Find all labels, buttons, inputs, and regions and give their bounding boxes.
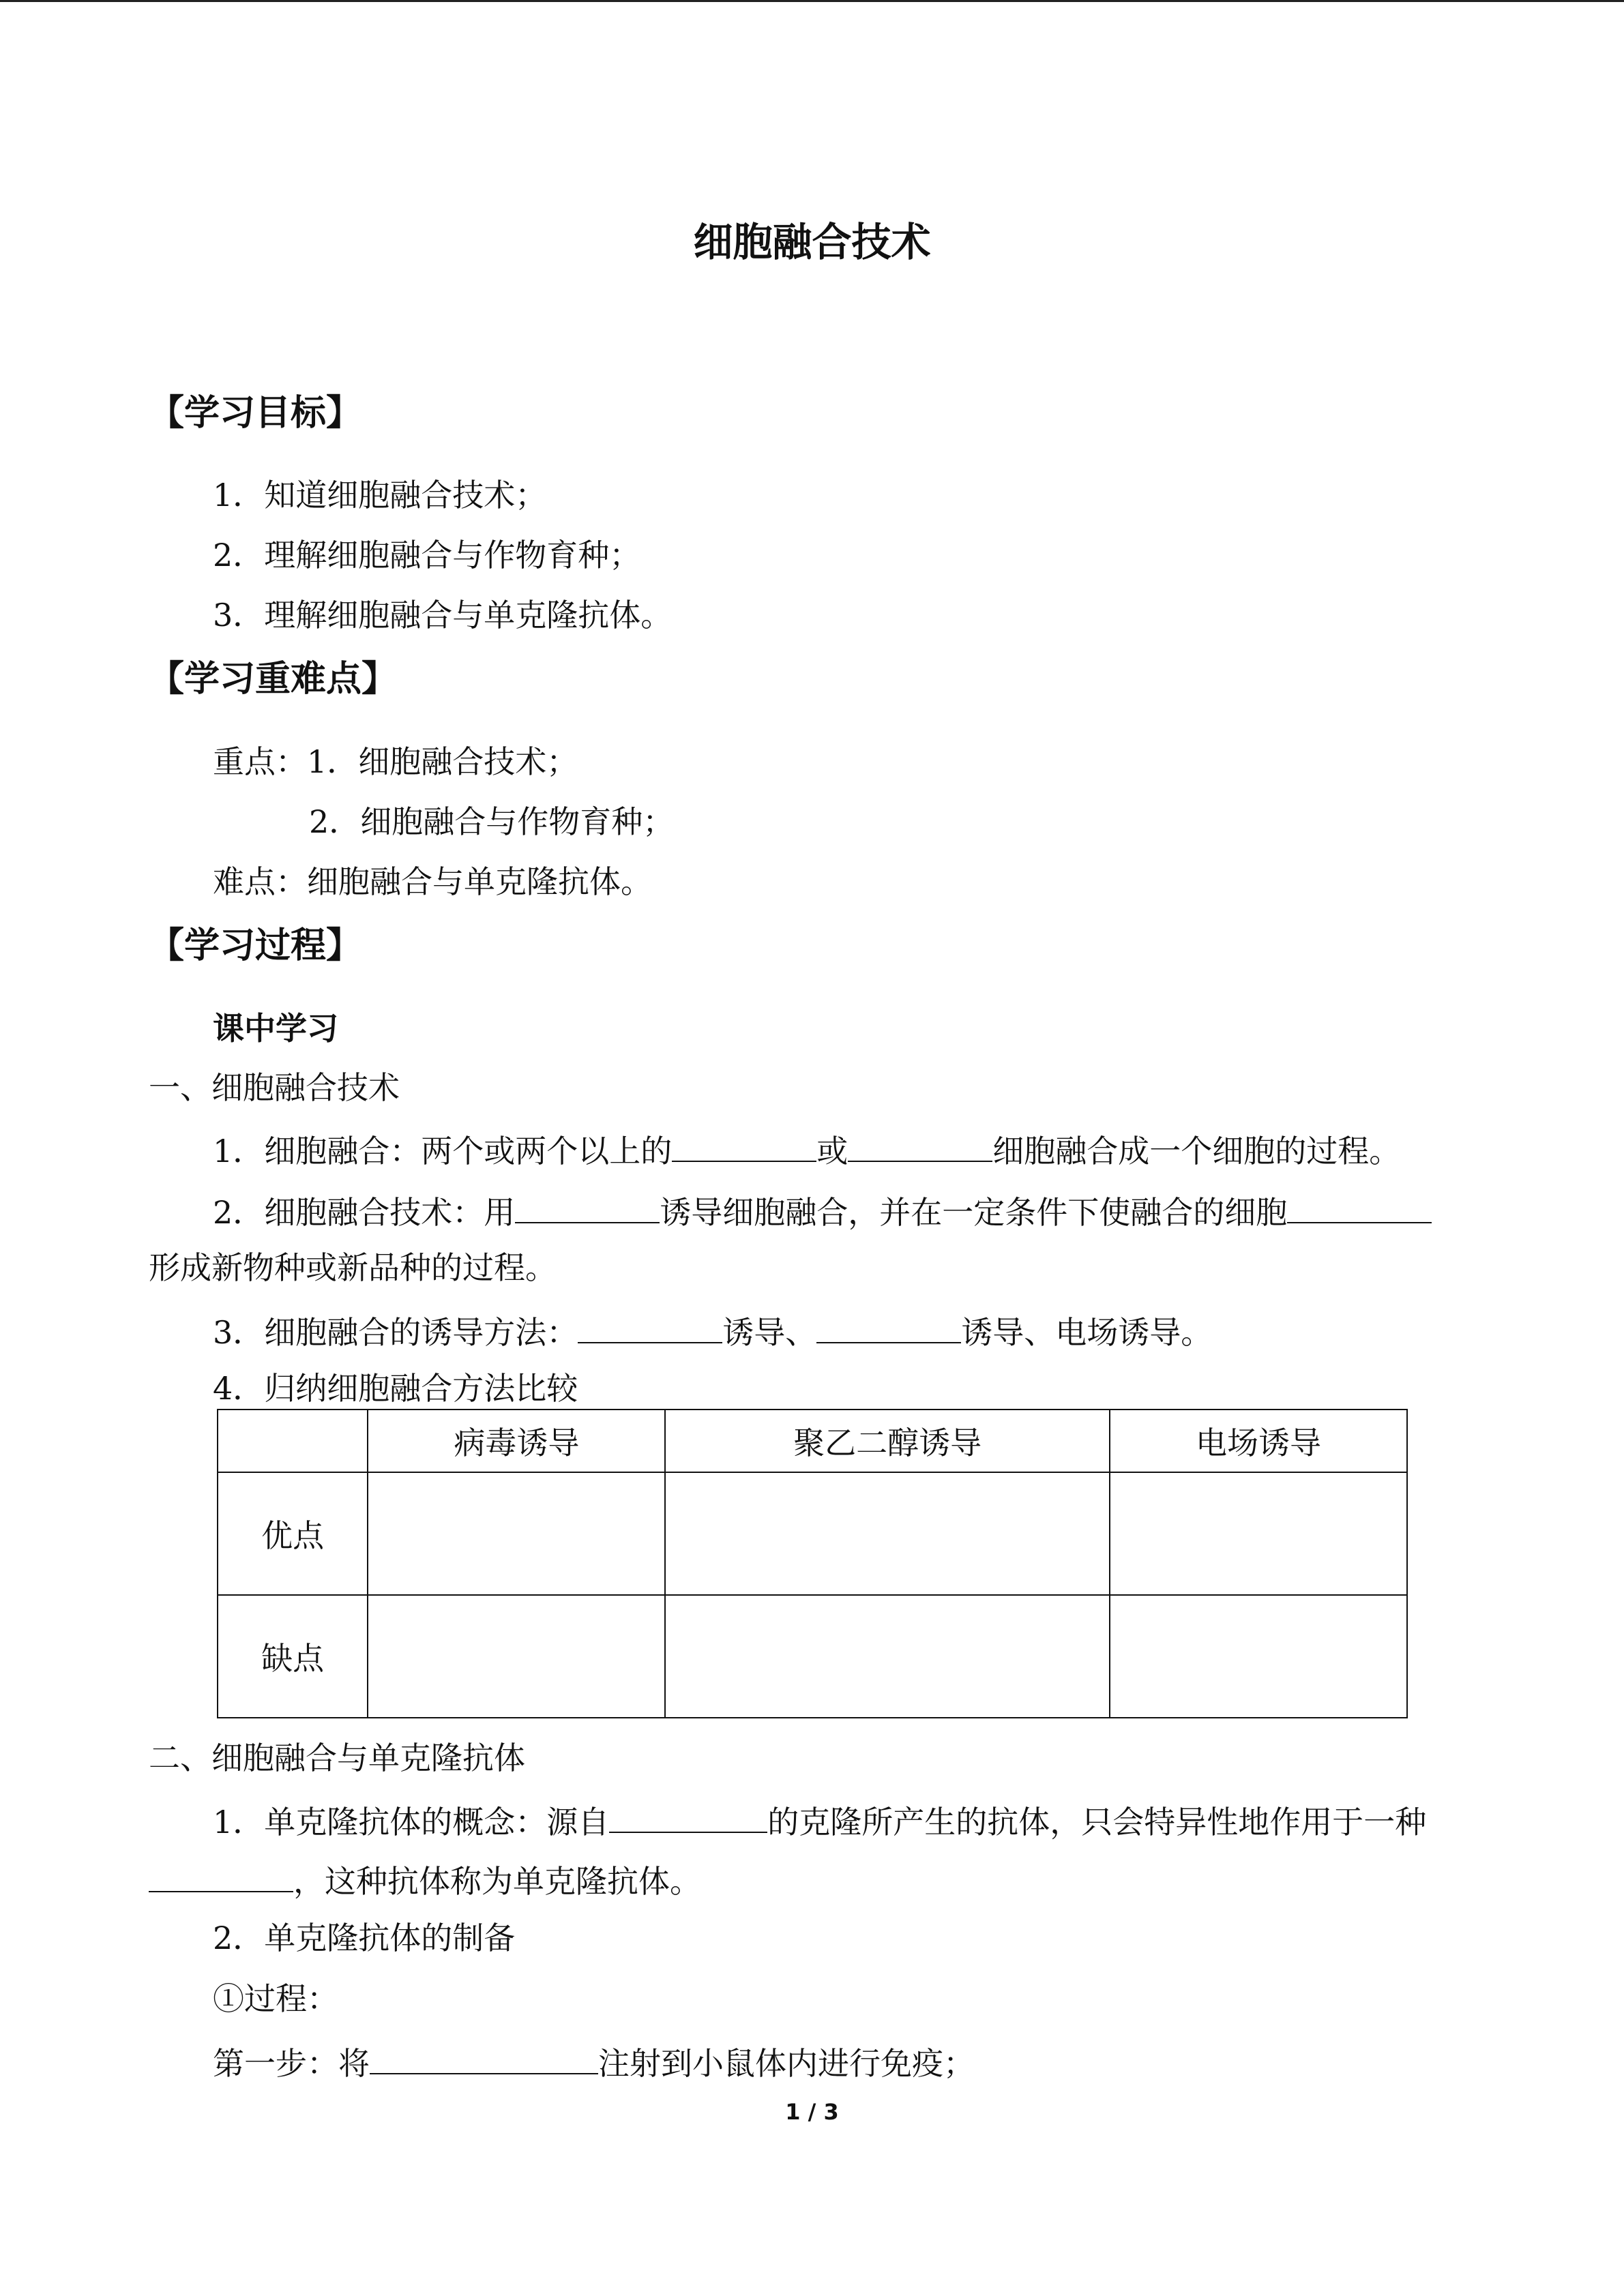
part2-question-2: 2．单克隆抗体的制备	[213, 1920, 516, 1956]
step1-text-a: 第一步：将	[213, 2045, 370, 2082]
answer-cell[interactable]	[1110, 1472, 1407, 1595]
q1-text-c: 细胞融合成一个细胞的过程。	[992, 1133, 1401, 1169]
answer-blank[interactable]	[149, 1857, 293, 1892]
part2-process-label: ①过程：	[213, 1980, 338, 2017]
answer-blank[interactable]	[578, 1308, 722, 1343]
part2-step-1	[213, 2039, 975, 2084]
part2-title: 二、细胞融合与单克隆抗体	[149, 1740, 525, 1776]
part1-question-2-cont: 形成新物种或新品种的过程。	[149, 1249, 557, 1286]
row-label-cell: 缺点	[218, 1595, 368, 1718]
answer-cell[interactable]	[1110, 1595, 1407, 1718]
answer-cell[interactable]	[665, 1472, 1110, 1595]
table-row	[218, 1595, 1407, 1718]
table-header-cell: 电场诱导	[1110, 1410, 1407, 1472]
answer-blank[interactable]	[1287, 1188, 1432, 1223]
in-class-subheading: 课中学习	[213, 1010, 338, 1047]
q3-text-c: 诱导、电场诱导。	[961, 1314, 1213, 1351]
q2-text-b: 诱导细胞融合，并在一定条件下使融合的细胞	[660, 1194, 1288, 1231]
q1-text-a: 1．细胞融合：两个或两个以上的	[213, 1133, 673, 1169]
table-header-row	[218, 1410, 1407, 1472]
answer-blank[interactable]	[848, 1127, 992, 1162]
key-points-heading: 【学习重难点】	[149, 659, 398, 700]
answer-blank[interactable]	[609, 1798, 767, 1833]
part2-question-1	[213, 1798, 1426, 1843]
focus-line-2: 2．细胞融合与作物育种；	[309, 803, 675, 840]
p2q1-text-c: ，这种抗体称为单克隆抗体。	[293, 1863, 701, 1900]
page-number: 1 / 3	[785, 2099, 839, 2125]
answer-cell[interactable]	[368, 1472, 665, 1595]
q2-text-a: 2．细胞融合技术：用	[213, 1194, 516, 1231]
difficulty-line: 难点：细胞融合与单克隆抗体。	[213, 863, 652, 900]
part1-question-3	[213, 1308, 1212, 1353]
focus-line-1: 重点：1．细胞融合技术；	[213, 743, 578, 780]
objective-item-2: 2．理解细胞融合与作物育种；	[213, 537, 641, 573]
p2q1-text-a: 1．单克隆抗体的概念：源自	[213, 1804, 610, 1840]
document-title: 细胞融合技术	[693, 219, 931, 265]
table-row	[218, 1472, 1407, 1595]
answer-cell[interactable]	[665, 1595, 1110, 1718]
answer-blank[interactable]	[816, 1308, 961, 1343]
answer-cell[interactable]	[368, 1595, 665, 1718]
objective-item-3: 3．理解细胞融合与单克隆抗体。	[213, 597, 673, 633]
part1-question-1	[213, 1127, 1400, 1172]
part1-title: 一、细胞融合技术	[149, 1069, 400, 1106]
table-header-cell	[218, 1410, 368, 1472]
part1-question-4: 4．归纳细胞融合方法比较	[213, 1370, 578, 1407]
table-header-cell: 病毒诱导	[368, 1410, 665, 1472]
answer-blank[interactable]	[370, 2039, 598, 2074]
q1-text-b: 或	[816, 1133, 848, 1169]
part1-question-2	[213, 1188, 1432, 1233]
step1-text-b: 注射到小鼠体内进行免疫；	[598, 2045, 975, 2082]
answer-blank[interactable]	[515, 1188, 660, 1223]
p2q1-text-b: 的克隆所产生的抗体，只会特异性地作用于一种	[767, 1804, 1427, 1840]
objectives-heading: 【学习目标】	[149, 393, 362, 434]
process-heading: 【学习过程】	[149, 925, 362, 966]
q3-text-a: 3．细胞融合的诱导方法：	[213, 1314, 578, 1351]
objective-item-1: 1．知道细胞融合技术；	[213, 477, 547, 513]
table-header-cell: 聚乙二醇诱导	[665, 1410, 1110, 1472]
q3-text-b: 诱导、	[722, 1314, 817, 1351]
answer-blank[interactable]	[672, 1127, 816, 1162]
fusion-method-comparison-table	[217, 1409, 1408, 1718]
row-label-cell: 优点	[218, 1472, 368, 1595]
part2-question-1-cont	[149, 1857, 701, 1902]
